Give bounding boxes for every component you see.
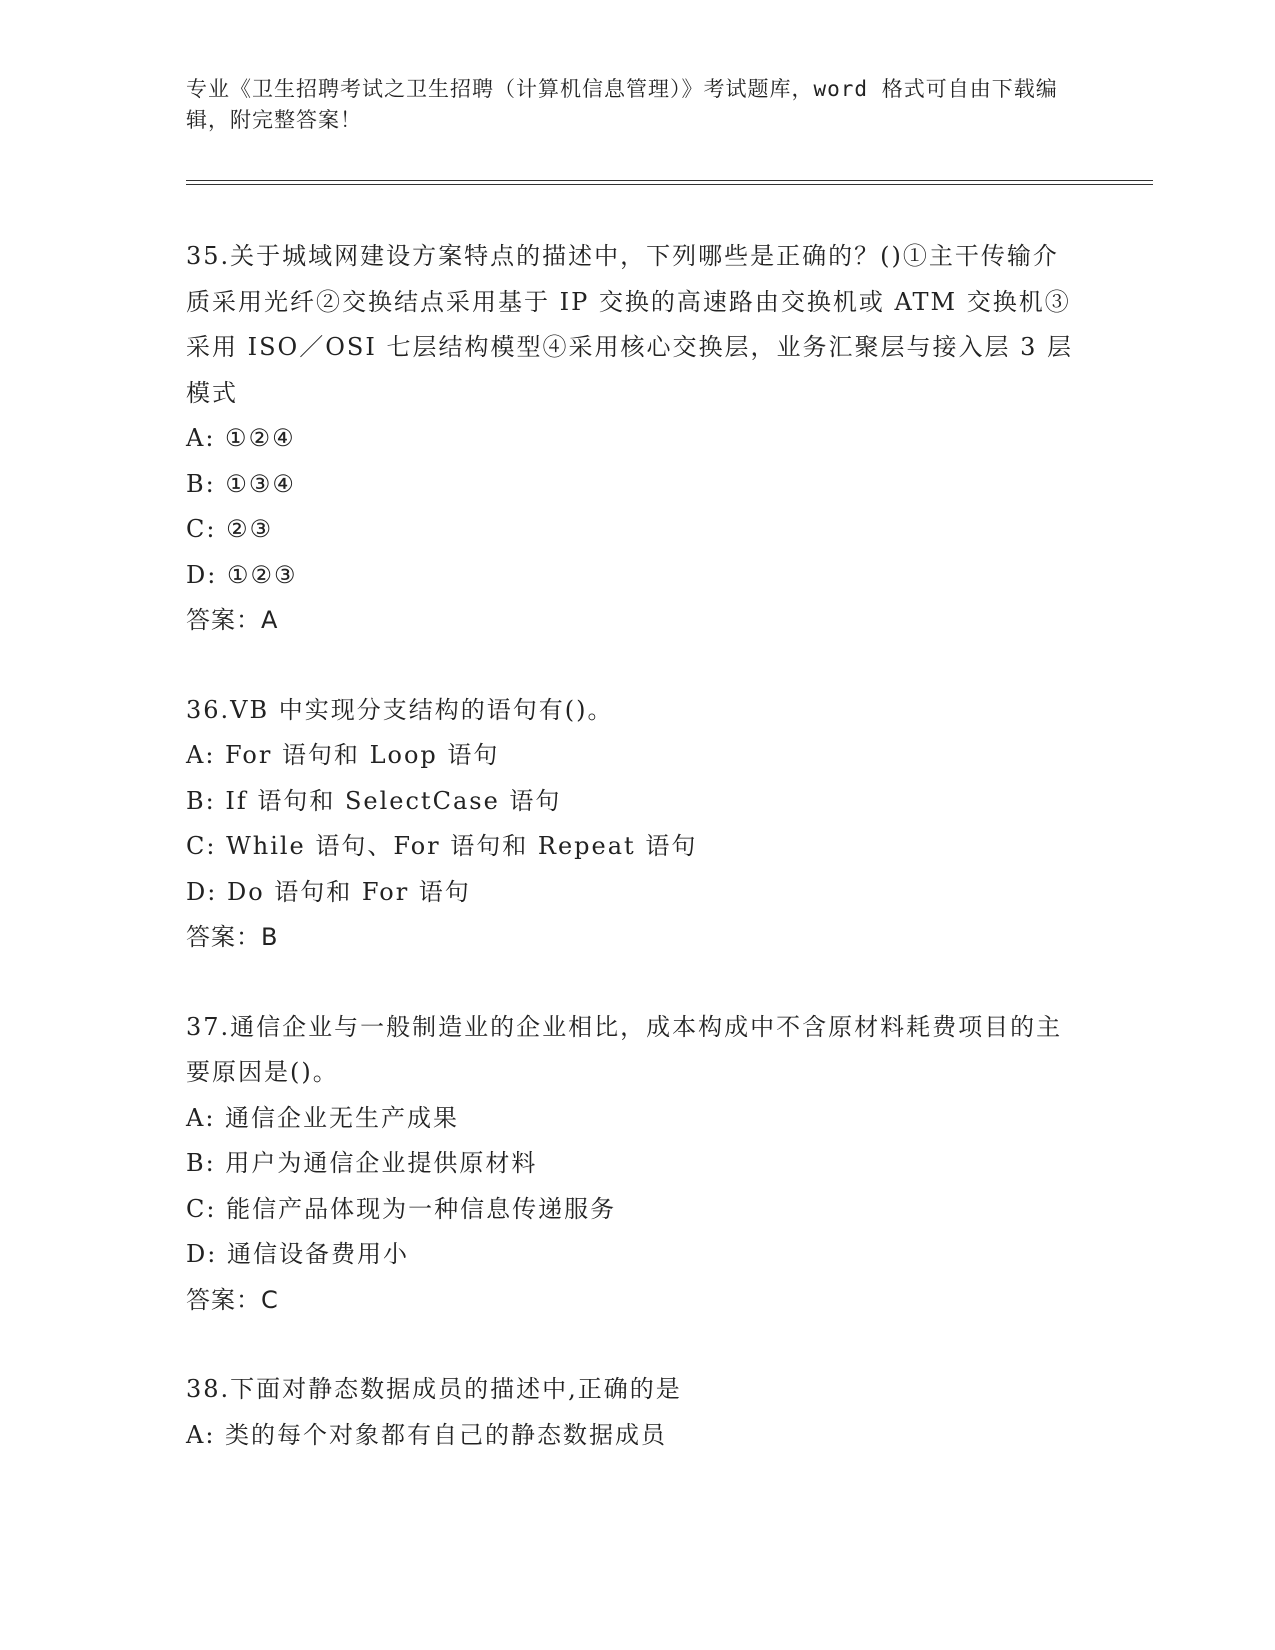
question-37 bbox=[186, 1005, 1086, 1324]
option-a: A: ①②④ bbox=[186, 424, 296, 452]
answer-line: 答案：A bbox=[186, 606, 279, 634]
option-b: B: If 语句和 SelectCase 语句 bbox=[186, 786, 562, 815]
option-d: D: Do 语句和 For 语句 bbox=[186, 877, 471, 906]
option-d: D: 通信设备费用小 bbox=[186, 1240, 409, 1268]
header-rule-bottom bbox=[186, 184, 1153, 185]
answer-line: 答案：B bbox=[186, 923, 279, 951]
question-list bbox=[186, 234, 1086, 1502]
question-stem: 36.VB 中实现分支结构的语句有()。 bbox=[186, 695, 614, 724]
option-a: A: For 语句和 Loop 语句 bbox=[186, 741, 500, 769]
option-c: C: While 语句、For 语句和 Repeat 语句 bbox=[186, 832, 698, 860]
option-d: D: ①②③ bbox=[186, 560, 298, 589]
option-a: A: 通信企业无生产成果 bbox=[186, 1103, 460, 1132]
option-c: C: ②③ bbox=[186, 515, 274, 543]
question-36 bbox=[186, 688, 1086, 961]
document-header: 专业《卫生招聘考试之卫生招聘（计算机信息管理）》考试题库，word 格式可自由下载编辑，附完整答案！ bbox=[186, 77, 1058, 132]
option-a: A: 类的每个对象都有自己的静态数据成员 bbox=[186, 1420, 668, 1449]
answer-line: 答案：C bbox=[186, 1285, 279, 1314]
question-stem: 38.下面对静态数据成员的描述中,正确的是 bbox=[186, 1375, 682, 1403]
option-b: B: ①③④ bbox=[186, 469, 296, 498]
question-stem: 35.关于城域网建设方案特点的描述中，下列哪些是正确的？()①主干传输介质采用光纤②交换结点采用基于 IP 交换的高速路由交换机或 ATM 交换机③采用 ISO／OSI 七层结构模型④采用核心交换层，业务汇聚层与接入层 3 层模式 bbox=[186, 242, 1073, 407]
question-35 bbox=[186, 234, 1086, 644]
question-38 bbox=[186, 1367, 1086, 1458]
option-b: B: 用户为通信企业提供原材料 bbox=[186, 1149, 538, 1177]
option-c: C: 能信产品体现为一种信息传递服务 bbox=[186, 1194, 617, 1223]
question-stem: 37.通信企业与一般制造业的企业相比，成本构成中不含原材料耗费项目的主要原因是()。 bbox=[186, 1012, 1063, 1086]
header-rule-top bbox=[186, 180, 1153, 181]
